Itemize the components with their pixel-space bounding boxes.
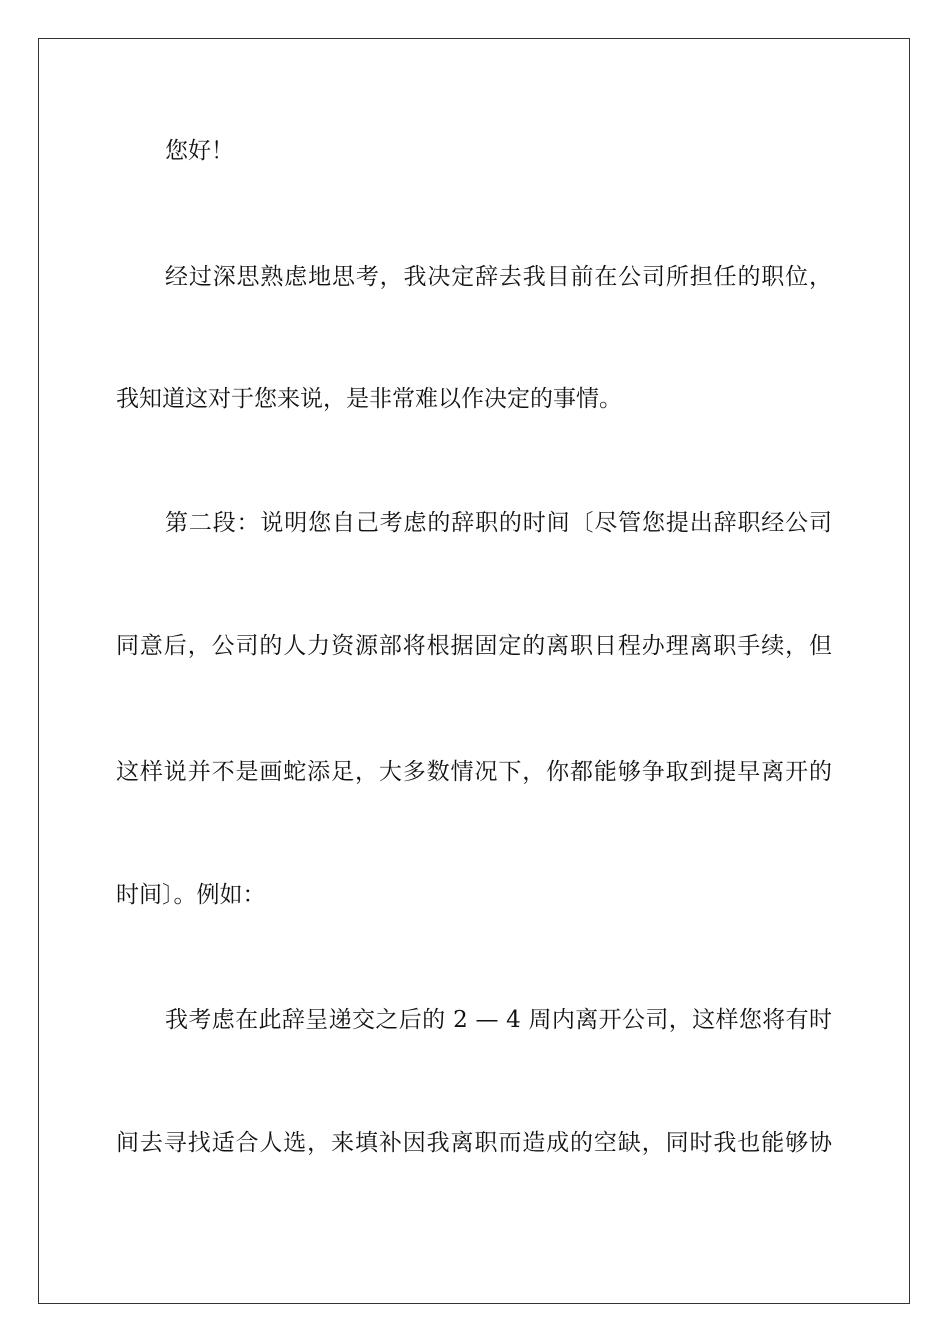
paragraph-1-line-1: 经过深思熟虑地思考，我决定辞去我目前在公司所担任的职位， — [165, 264, 832, 290]
greeting-line: 您好！ — [165, 138, 234, 164]
paragraph-3-line-2: 间去寻找适合人选，来填补因我离职而造成的空缺，同时我也能够协 — [116, 1130, 832, 1156]
paragraph-2-line-3: 这样说并不是画蛇添足，大多数情况下，你都能够争取到提早离开的 — [116, 759, 832, 785]
page-frame — [38, 38, 910, 1304]
paragraph-1-line-2: 我知道这对于您来说，是非常难以作决定的事情。 — [116, 386, 622, 412]
paragraph-2-line-2: 同意后，公司的人力资源部将根据固定的离职日程办理离职手续，但 — [116, 633, 832, 659]
paragraph-2-line-1: 第二段：说明您自己考虑的辞职的时间〔尽管您提出辞职经公司 — [165, 510, 832, 536]
paragraph-3-line-1: 我考虑在此辞呈递交之后的 2 — 4 周内离开公司，这样您将有时 — [165, 1007, 832, 1033]
paragraph-2-line-4: 时间〕。例如： — [116, 882, 266, 908]
